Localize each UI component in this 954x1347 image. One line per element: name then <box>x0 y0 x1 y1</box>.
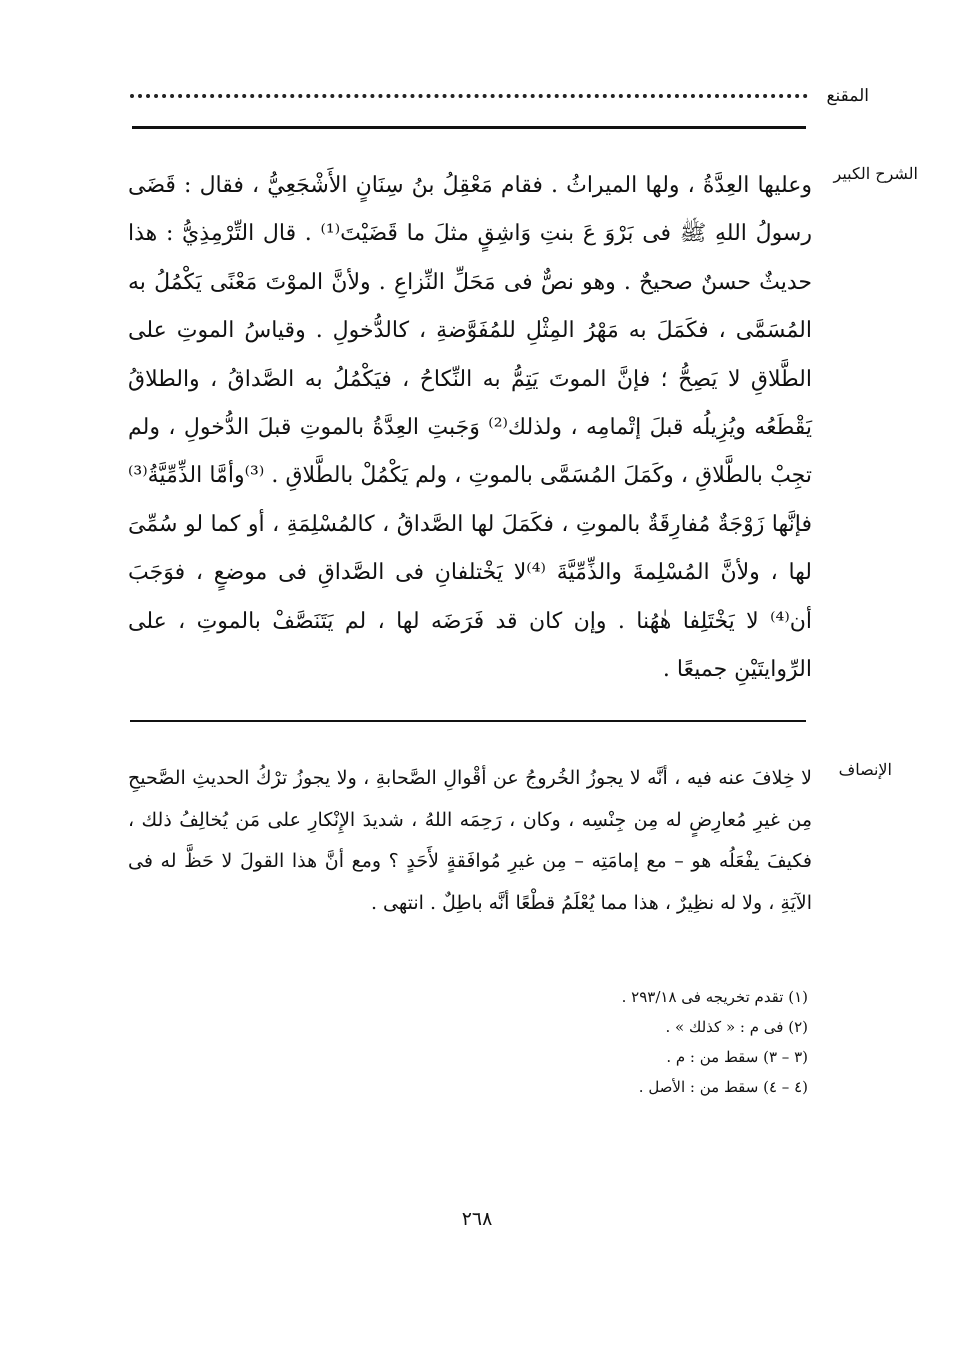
insaf-text: لا خِلافَ عنه فيه ، أنَّه لا يجوزُ الخُروجُ عن أقْوالِ الصَّحابةِ ، ولا يجوزُ ترْكُ الحديثِ الصَّحيحِ مِن غيرِ مُعارِضٍ له مِن جِنْسِه ، وكان ، رَحِمَه اللهُ ، شديدَ الإِنْكارِ على مَن يُخالِفُ ذلك ، فكيفَ يفْعَلُه هو – مع إمامَتِه – مِن غيرِ مُوافَقةٍ لأَحَدٍ ؟ ومع أنَّ هذا القولَ لا حَظَّ له فى الآيَةِ ، ولا له نظِيرٌ ، هذا مما يُعْلَمُ قطْعًا أنَّه باطِلٌ . انتهى . <box>128 767 812 914</box>
footnote-4: (٤ – ٤) سقط من : الأصل . <box>638 1078 808 1096</box>
footnote-2: (٢) فى م : « كذلك » . <box>665 1018 808 1036</box>
insaf-side-label: الإنصاف <box>838 760 892 779</box>
section-divider <box>130 720 806 722</box>
dotted-leader <box>130 94 808 98</box>
footnote-3: (٣ – ٣) سقط من : م . <box>666 1048 808 1066</box>
footnote-1: (١) تقدم تخريجه فى ٢٩٣/١٨ . <box>621 988 808 1006</box>
page-number: ٢٦٨ <box>461 1208 493 1230</box>
running-title: المقنع <box>826 86 869 106</box>
footnotes <box>208 982 808 1102</box>
sharh-side-label: الشرح الكبير <box>833 164 918 183</box>
header-rule <box>132 126 806 129</box>
sharh-text: وعليها العِدَّةُ ، ولها الميراثُ . فقام مَعْقِلُ بنُ سِنَانٍ الأَشْجَعِيُّ ، فقال : قَضَى رسولُ اللهِ ﷺ فى بَرْوَ عَ بنتِ وَاشِقٍ مثلَ ما قَضَيْتَ⁽¹⁾ . قال التِّرْمِذِيُّ : هذا حديثٌ حسنٌ صحيحٌ . وهو نصٌّ فى مَحَلِّ النِّزاعِ . ولأنَّ الموْتَ مَعْنًى يَكْمُلُ به المُسَمَّى ، فكَمَلَ به مَهْرُ المِثْلِ للمُفَوَّضةِ ، كالدُّخولِ . وقياسُ الموتِ على الطَّلاقِ لا يَصِحُّ ؛ فإنَّ الموتَ يَتِمُّ به النِّكاحُ ، فيَكْمُلُ به الصَّداقُ ، والطلاقُ يَقْطَعُه ويُزِيلُه قبلَ إتْمامِه ، ولذلك⁽²⁾ وَجَبتِ العِدَّةُ بالموتِ قبلَ الدُّخولِ ، ولم تجِبْ بالطَّلاقِ ، وكَمَلَ المُسَمَّى بالموتِ ، ولم يَكْمُلْ بالطَّلاقِ . ⁽³⁾وأمَّا الذِّمِّيَّةُ⁽³⁾ فإنَّها زَوْجَةٌ مُفارِقَةٌ بالموتِ ، فكَمَلَ لها الصَّداقُ ، كالمُسْلِمَةِ ، أو كما لو سُمِّىَ لها ، ولأنَّ المُسْلِمةَ والذِّمِّيَّةَ ⁽⁴⁾لا يَخْتلفانِ فى الصَّداقِ فى موضعٍ ، فوَجَبَ أن⁽⁴⁾ لا يَخْتَلِفا هٰهُنا . وإن كان قد فَرَضَه لها ، لم يَتَنَصَّفْ بالموتِ ، على الرِّوايتَيْنِ جميعًا . <box>128 173 812 683</box>
